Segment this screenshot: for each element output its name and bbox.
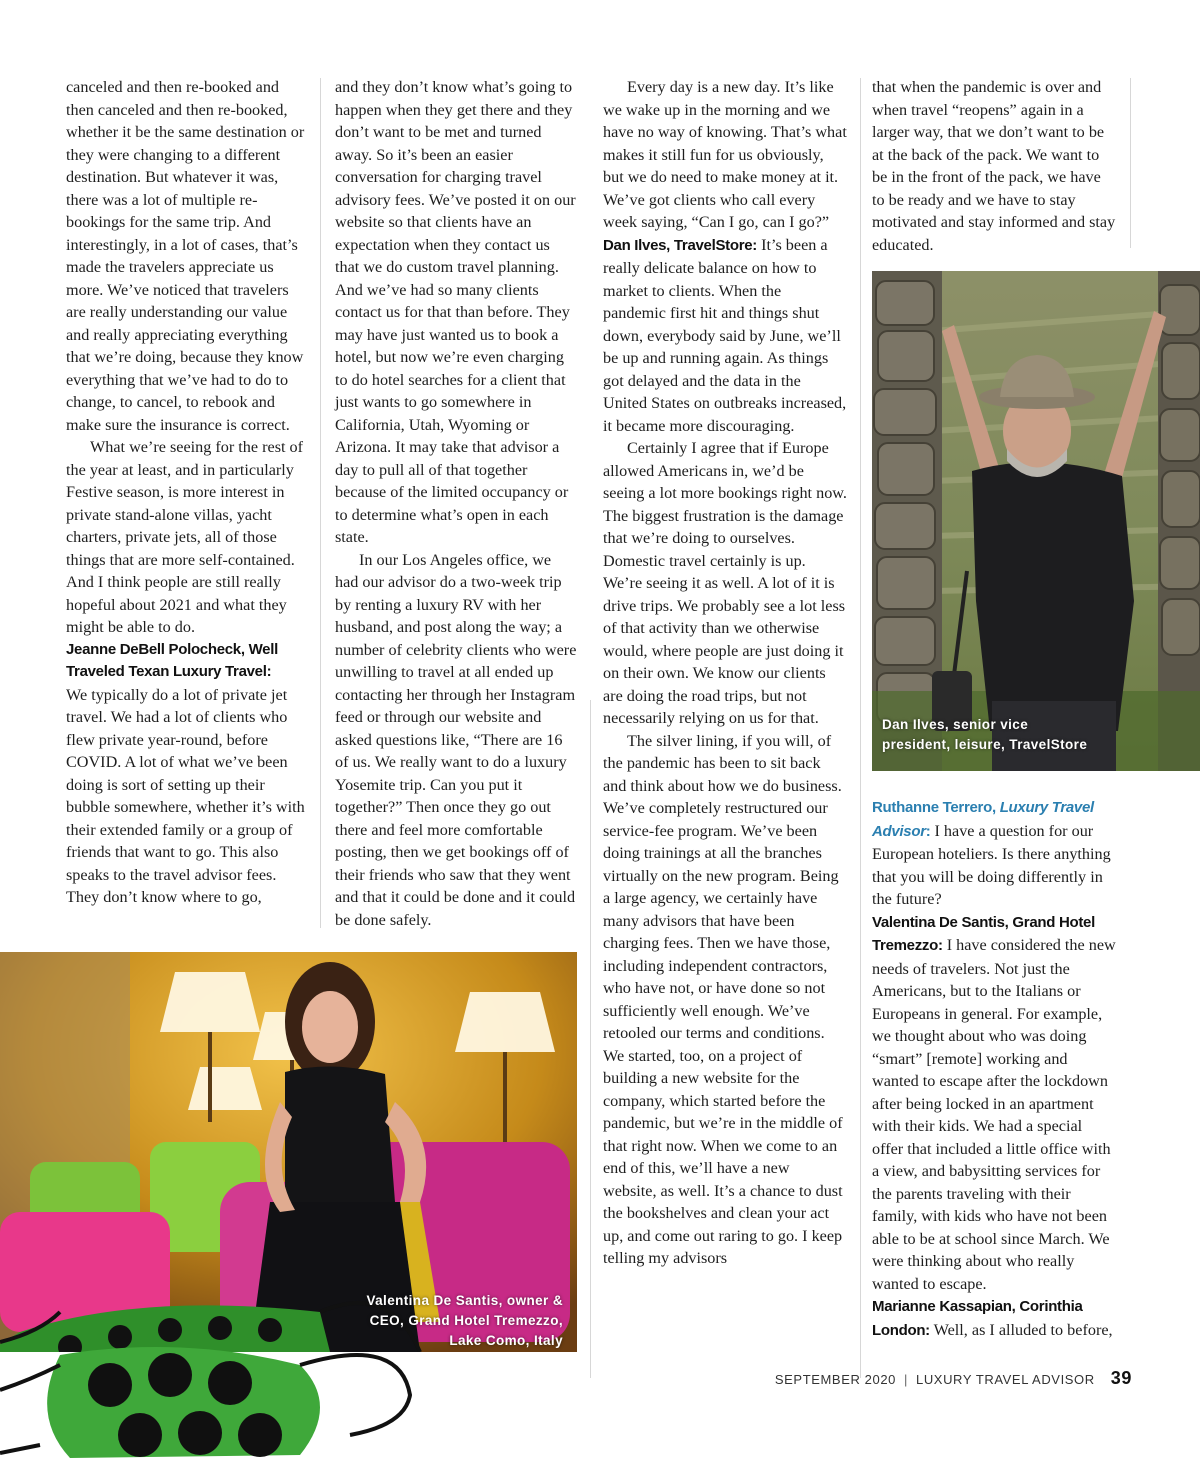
paragraph-text: Well, as I alluded to before, — [929, 1320, 1113, 1339]
column-divider — [860, 78, 861, 1378]
speaker-publication: Luxury Travel Advisor — [872, 799, 1094, 840]
article-column-3 — [603, 76, 847, 1270]
speaker-label: Marianne Kassapian, Corinthia London: — [872, 1298, 1083, 1339]
speaker-colon: : — [925, 822, 931, 840]
paragraph-text: I have considered the new needs of travelers. Not just the Americans, but to the Italians or Europeans in general. For example, we thought about who was doing “smart” [remote] working and wanted to escape after the lockdown after being locked in an apartment with their kids. We had a special offer that included a little office with a view, and babysitting services for the parents traveling with their family, with kids who have not been able to be at school since March. We were thinking about who really wanted to escape. — [872, 936, 1116, 1293]
paragraph: that when the pandemic is over and when travel “reopens” again in a larger way, that we don’t want to be at the back of the pack. We want to be in the front of the pack, we have to be ready and we have to stay motivated and stay informed and stay educated. — [872, 78, 1116, 254]
article-column-4-top — [872, 76, 1117, 256]
paragraph: What we’re seeing for the rest of the year at least, and in particularly Festive season, is more interest in private stand-alone villas, yacht charters, private jets, all of those things that are more self-contained. And I think people are still really hopeful about 2021 and what they might be able to do. — [66, 438, 304, 636]
paragraph — [872, 911, 1117, 1296]
photo-dan-ilves — [872, 271, 1200, 771]
column-divider — [590, 700, 591, 1378]
page-footer — [775, 1368, 1132, 1389]
paragraph — [603, 234, 847, 438]
caption-line: Lake Como, Italy — [449, 1333, 563, 1348]
paragraph: Every day is a new day. It’s like we wake up in the morning and we have no way of knowing. That’s what makes it still fun for us obviously, but we do need to make money at it. We’ve got clients who call every week saying, “Can I go, can I go?” — [603, 78, 847, 231]
paragraph-text: It’s been a really delicate balance on how to market to clients. When the pandemic first hit and things shut down, everybody said by June, we’ll be up and running again. As things got delayed and the data in the United States on outbreaks increased, it became more discouraging. — [603, 235, 847, 435]
photo-caption — [366, 1291, 563, 1351]
article-column-4-bottom — [872, 796, 1117, 1342]
paragraph — [872, 796, 1117, 911]
footer-separator: | — [904, 1372, 908, 1387]
caption-line: CEO, Grand Hotel Tremezzo, — [369, 1313, 563, 1328]
issue-date: SEPTEMBER 2020 — [774, 1372, 896, 1387]
speaker-label: Jeanne DeBell Polocheck, Well Traveled Texan Luxury Travel: — [66, 640, 278, 680]
paragraph: In our Los Angeles office, we had our advisor do a two-week trip by renting a luxury RV with her husband, and post along the way; a number of celebrity clients who were unwilling to travel at all ended up contacting her through her Instagram feed or through our website and asked questions like, “There are 16 of us. We really want to do a luxury Yosemite trip. Can you put it together?” Then once they go out there and feel more comfortable posting, then we get bookings off of their friends who saw that they went and that it could be done and it could be done safely. — [335, 550, 577, 929]
paragraph-text: I have a question for our European hoteliers. Is there anything that you will be doing differently in the future? — [872, 821, 1111, 908]
speaker-name: Ruthanne Terrero, — [872, 799, 1000, 816]
article-column-1 — [66, 76, 308, 909]
caption-line: Dan Ilves, senior vice — [882, 717, 1029, 732]
speaker-label: Dan Ilves, TravelStore: — [603, 236, 758, 254]
photo-valentina-de-santis — [0, 952, 577, 1352]
magazine-name: LUXURY TRAVEL ADVISOR — [915, 1372, 1095, 1387]
face-mask-illustration — [0, 1345, 430, 1458]
caption-line: president, leisure, TravelStore — [882, 737, 1088, 752]
photo-illustration — [872, 271, 1200, 771]
paragraph: We typically do a lot of private jet travel. We had a lot of clients who flew private year-round, before COVID. A lot of what we’ve been doing is sort of setting up their bubble somewhere, whether it’s with their extended family or a group of friends that want to go. This also speaks to the travel advisor fees. They don’t know where to go, — [66, 685, 305, 906]
page-number: 39 — [1110, 1368, 1132, 1388]
caption-line: Valentina De Santis, owner & — [366, 1293, 563, 1308]
column-divider — [1130, 78, 1131, 248]
photo-caption — [882, 715, 1087, 755]
paragraph: and they don’t know what’s going to happen when they get there and they don’t want to be met and turned away. So it’s been an easier conversation for charging travel advisory fees. We’ve posted it on our website so that clients have an expectation when they contact us that we do custom travel planning. And we’ve had so many clients contact us for that than before. They may have just wanted us to book a hotel, but now we’re even charging to do hotel searches for a client that just wants to go somewhere in California, Utah, Wyoming or Arizona. It may take that advisor a day to pull all of that together because of the limited occupancy or to determine what’s open in each state. — [335, 78, 576, 546]
paragraph: Certainly I agree that if Europe allowed Americans in, we’d be seeing a lot more bookings right now. The biggest frustration is the damage that we’re doing to ourselves. Domestic travel certainly is up. We’re seeing it as well. A lot of it is drive trips. We probably see a lot less of that activity than we otherwise would, where people are just doing it on their own. We know our clients are doing the road trips, but not necessarily relying on us for that. — [603, 439, 847, 727]
speaker-label: Valentina De Santis, Grand Hotel Tremezzo: — [872, 913, 1095, 954]
article-column-2 — [335, 76, 577, 931]
paragraph — [872, 1295, 1117, 1342]
paragraph: The silver lining, if you will, of the pandemic has been to sit back and think about how we do business. We’ve completely restructured our service-fee program. We’ve been doing trainings at all the branches virtually on the new program. Being a large agency, we certainly have many advisors that have been charging fees. Then we have those, including independent contractors, who have not, or have done so not sufficiently well enough. We’ve retooled our terms and conditions. We started, too, on a project of building a new website for the company, which started before the pandemic, but we’re in the middle of that right now. When we come to an end of this, we’ll have a new website, as well. It’s a chance to dust the bookshelves and clean your act up, and come out raring to go. I keep telling my advisors — [603, 731, 843, 1267]
paragraph: canceled and then re-booked and then canceled and then re-booked, whether it be the same destination or they were changing to a different destination. But whatever it was, there was a lot of multiple re-bookings for the same trip. And interestingly, in a lot of cases, that’s made the travelers appreciate us more. We’ve noticed that travelers are really understanding our value and really appreciating everything that we’re doing, because they know everything that we’ve had to do to change, to cancel, to rebook and make sure the insurance is correct. — [66, 78, 305, 434]
column-divider — [320, 78, 321, 928]
